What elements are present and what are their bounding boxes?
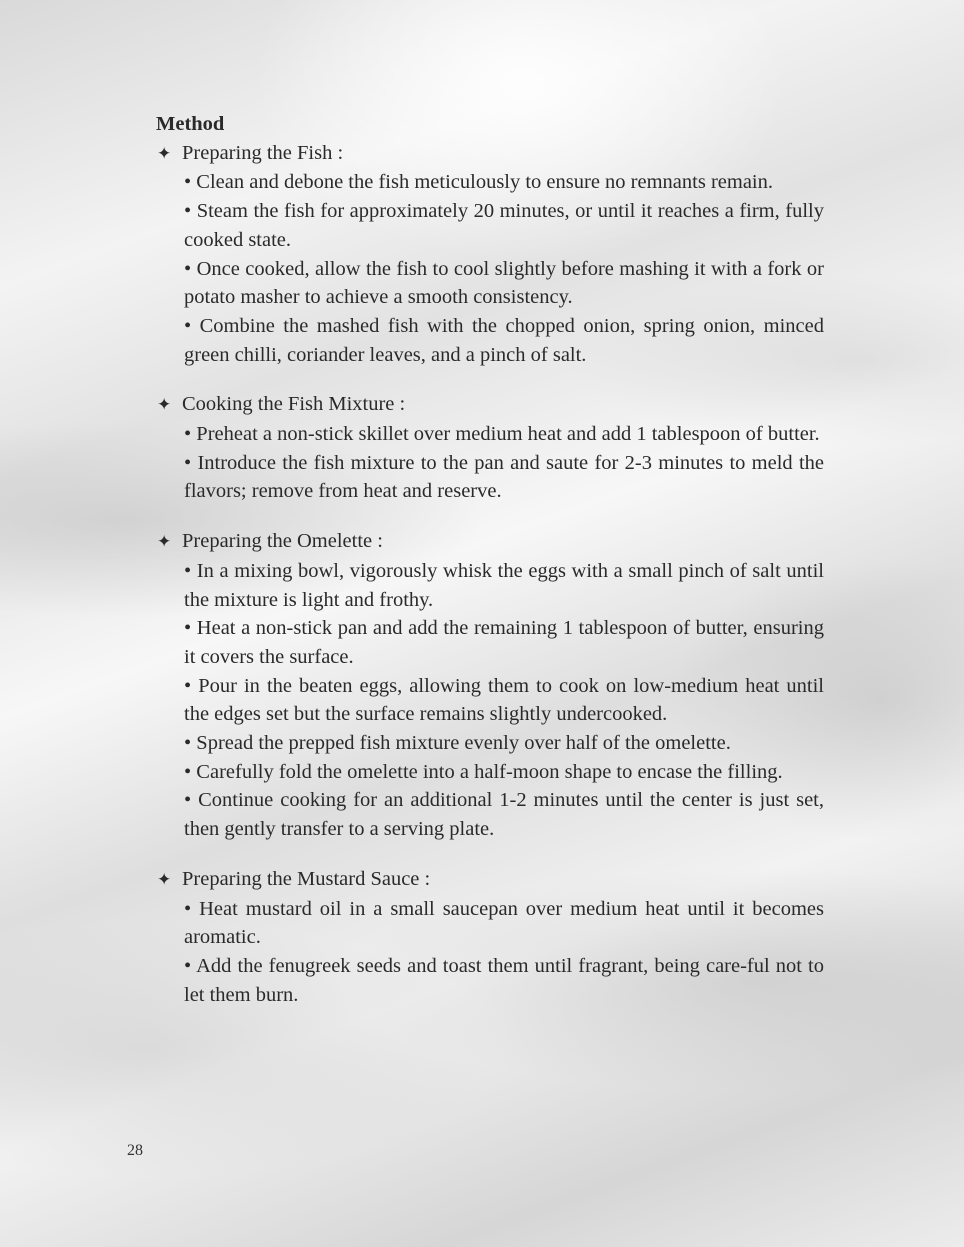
method-heading: Method [156,113,225,135]
list-item: • Combine the mashed fish with the chopped onion, spring onion, minced green chilli, coriander leaves, and a pinch of salt. [184,314,824,366]
list-item: • Add the fenugreek seeds and toast them until fragrant, being care-ful not to let them burn. [184,954,824,1006]
list-item: • Heat a non-stick pan and add the remaining 1 tablespoon of butter, ensuring it covers the surface. [184,617,824,668]
list-item: • Pour in the beaten eggs, allowing them to cook on low-medium heat until the edges set but the surface remains slightly undercooked. [184,674,824,726]
list-item: • Introduce the fish mixture to the pan and saute for 2-3 minutes to meld the flavors; remove from heat and reserve. [184,451,824,503]
section-title-text: Preparing the Fish : [182,141,344,164]
four-point-star-icon: ✦ [157,143,172,163]
bullet-list [156,420,824,506]
section-title [156,390,824,420]
bullet-list [156,895,824,1010]
section-title-text: Preparing the Mustard Sauce : [182,867,431,890]
list-item: • Continue cooking for an additional 1-2 minutes until the center is just set, then gently transfer to a serving plate. [184,789,824,841]
list-item: • Heat mustard oil in a small saucepan over medium heat until it becomes aromatic. [184,897,824,949]
section-title [156,139,824,169]
list-item: • Clean and debone the fish meticulously to ensure no remnants remain. [184,171,773,194]
list-item: • Spread the prepped fish mixture evenly over half of the omelette. [184,732,731,755]
section-cooking-fish-mixture [156,390,824,506]
section-title-text: Cooking the Fish Mixture : [182,393,406,416]
section-preparing-fish [156,139,824,370]
page-number: 28 [127,1142,143,1159]
section-preparing-mustard-sauce [156,865,824,1010]
list-item: • In a mixing bowl, vigorously whisk the eggs with a small pinch of salt until the mixture is light and frothy. [184,559,824,611]
bullet-list [156,168,824,369]
section-title [156,527,824,557]
section-title-text: Preparing the Omelette : [182,530,383,553]
four-point-star-icon: ✦ [157,395,172,415]
four-point-star-icon: ✦ [157,869,172,889]
bullet-list [156,557,824,844]
section-preparing-omelette [156,527,824,844]
list-item: • Once cooked, allow the fish to cool slightly before mashing it with a fork or potato masher to achieve a smooth consistency. [184,257,824,309]
list-item: • Carefully fold the omelette into a half-moon shape to encase the filling. [184,760,783,783]
four-point-star-icon: ✦ [157,532,172,552]
list-item: • Steam the fish for approximately 20 minutes, or until it reaches a firm, fully cooked state. [184,200,824,251]
section-title [156,865,824,895]
method-content [156,110,824,1030]
list-item: • Preheat a non-stick skillet over medium heat and add 1 tablespoon of butter. [184,423,820,446]
